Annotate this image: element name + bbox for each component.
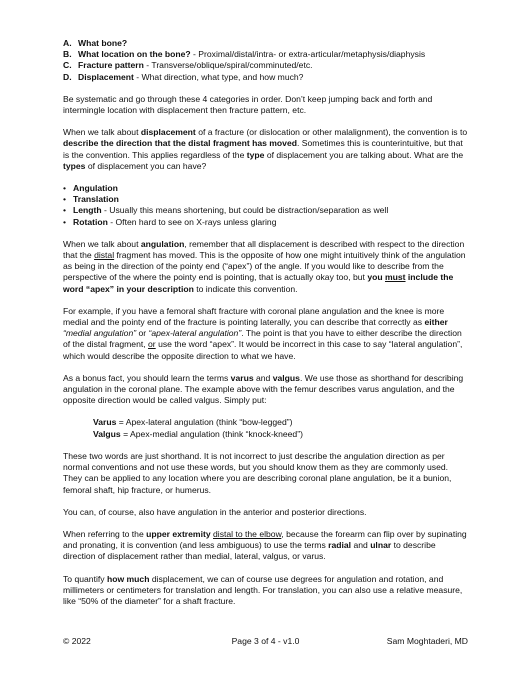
paragraph-ap-angulation: You can, of course, also have angulation in the anterior and posterior directions. — [63, 506, 367, 517]
list-item-title: Fracture pattern — [78, 60, 144, 71]
list-item-text: - What direction, what type, and how much? — [133, 71, 304, 82]
list-item: • Translation — [63, 194, 119, 205]
footer-author: Sam Moghtaderi, MD — [386, 636, 468, 646]
footer-copyright: © 2022 — [63, 636, 91, 646]
paragraph-quantify: To quantify how much displacement, we can of course use degrees for angulation and rotation, and millimeters or centimeters for translation and length. For translation, you can also use a relative measure, like “50% of the diameter” for a shaft fracture. — [63, 573, 463, 606]
paragraph-displacement: When we talk about displacement of a fracture (or dislocation or other malalignment), the convention is to describe the direction that the distal fragment has moved. Sometimes this is counterintuitive, but that is the convention. This applies regardless of the type of displacement you are talking about. What are the types of displacement you can have? — [63, 127, 468, 171]
list-item-title: What bone? — [78, 38, 128, 48]
document-body — [63, 38, 468, 618]
fracture-description-list — [63, 38, 468, 83]
list-item: • Rotation - Often hard to see on X-rays unless glaring — [63, 216, 277, 227]
paragraph-upper-extremity: When referring to the upper extremity distal to the elbow, because the forearm can flip over by supinating and pronating, it is convention (and less ambiguous) to use the terms radial and ulnar to describe direction of displacement rather than medial, lateral, valgus, or varus. — [63, 528, 467, 562]
list-item: • Angulation — [63, 183, 118, 194]
bullet-icon: • — [63, 205, 67, 216]
list-marker: C. — [63, 60, 72, 71]
paragraph-systematic: Be systematic and go through these 4 categories in order. Don’t keep jumping back and forth and intermingle location with displacement then fracture pattern, etc. — [63, 93, 433, 116]
list-item — [63, 38, 468, 49]
paragraph-angulation: When we talk about angulation, remember that all displacement is described with respect to the direction that the distal fragment has moved. This is the opposite of how one might intuitively think of the angulation as being in the direction of the pointy end (“apex”) of the angle. If you would like to describe from the perspective of the where the pointy end is pointing, that is actually okay too, but you must include the word “apex” in your description to indicate this convention. — [63, 238, 466, 294]
paragraph-shorthand: These two words are just shorthand. It is not incorrect to just describe the angulation direction as per normal conventions and not use these words, but you should know them as they are commonly used. They can be applied to any location where you are describing coronal plane angulation, be it a bunion, femoral shaft, hip fracture, or humerus. — [63, 450, 452, 495]
list-item — [63, 60, 468, 71]
definitions-block — [93, 417, 468, 439]
displacement-types-list — [63, 183, 468, 228]
definition-varus: Varus = Apex-lateral angulation (think “bow-legged”) — [93, 417, 293, 428]
list-item-text: - Transverse/oblique/spiral/comminuted/etc. — [143, 60, 313, 71]
footer-page-number: Page 3 of 4 - v1.0 — [231, 636, 300, 646]
list-item-title: Displacement — [78, 71, 134, 82]
list-item: • Length - Usually this means shortening, but could be distraction/separation as well — [63, 205, 389, 216]
list-item-title: What location on the bone? — [78, 49, 191, 60]
list-marker: A. — [63, 38, 72, 48]
list-item-text: - Proximal/distal/intra- or extra-articular/metaphysis/diaphysis — [190, 49, 426, 60]
paragraph-example: For example, if you have a femoral shaft fracture with coronal plane angulation and the knee is more medial and the pointy end of the fracture is pointing laterally, you can describe that correctly as either “medial angulation” or “apex-lateral angulation”. The point is that you have to either describe the direction of the distal fragment, or use the word “apex”. It would be incorrect in this case to say “lateral angulation”, which would describe the opposite direction to what we have. — [63, 305, 463, 361]
paragraph-varus-valgus: As a bonus fact, you should learn the terms varus and valgus. We use those as shorthand for describing angulation in the coronal plane. The example above with the femur describes varus angulation, and the opposite direction would be called valgus. Simply put: — [63, 372, 464, 406]
list-marker: B. — [63, 49, 72, 60]
list-item — [63, 49, 468, 60]
definition-valgus: Valgus = Apex-medial angulation (think “knock-kneed”) — [93, 428, 303, 439]
list-item — [63, 72, 468, 83]
bullet-icon: • — [63, 194, 67, 205]
bullet-icon: • — [63, 183, 67, 194]
bullet-icon: • — [63, 216, 67, 227]
list-marker: D. — [63, 71, 72, 82]
page-footer — [63, 636, 468, 648]
